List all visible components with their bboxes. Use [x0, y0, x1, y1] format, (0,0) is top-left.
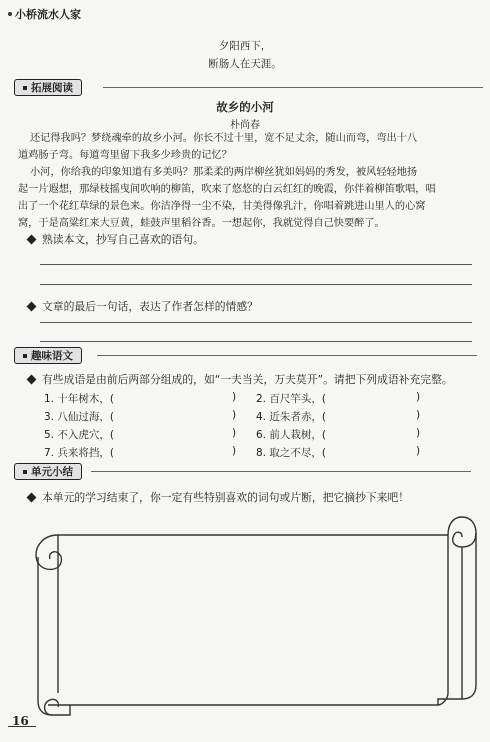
idiom-right: 8. 取之不尽，( — [256, 447, 326, 459]
article-title: 故乡的小河 — [216, 100, 274, 114]
page-number-rule — [8, 726, 36, 727]
question-4 — [28, 490, 409, 505]
article-line: 还记得我吗？梦绕魂牵的故乡小河。你长不过十里，宽不足丈余，随山而弯，弯出十八 — [30, 133, 418, 144]
section-fun-label: 趣味语文 — [31, 350, 73, 362]
question-1-text: 熟读本文，抄写自己喜欢的语句。 — [42, 233, 204, 246]
article-line: 窝，于是高粱红来大豆黄，蛙鼓声里稻谷香。一想起你，我就觉得自己快要醉了。 — [18, 218, 385, 229]
article-line: 出了一个花红草绿的景色来。你洁净得一尘不染，甘美得像乳汁，你唱着跳进山里人的心窝 — [18, 201, 426, 212]
close-paren: ) — [232, 427, 237, 439]
page-number: 16 — [12, 714, 29, 728]
idiom-row — [44, 427, 444, 445]
idiom-row — [44, 409, 444, 427]
question-4-text: 本单元的学习结束了，你一定有些特别喜欢的词句或片断，把它摘抄下来吧！ — [42, 491, 410, 504]
diamond-bullet-icon — [27, 235, 37, 245]
idiom-left: 5. 不入虎穴，( — [44, 429, 114, 441]
question-3-text: 有些成语是由前后两部分组成的，如“一夫当关，万夫莫开”。请把下列成语补充完整。 — [42, 373, 453, 386]
question-2-text: 文章的最后一句话，表达了作者怎样的情感？ — [42, 300, 258, 313]
article-author: 朴尚春 — [230, 120, 260, 131]
answer-line[interactable] — [40, 264, 472, 265]
close-paren: ) — [416, 445, 421, 457]
close-paren: ) — [416, 409, 421, 421]
close-paren: ) — [416, 391, 421, 403]
brand-title: 小桥流水人家 — [15, 8, 81, 21]
section-summary — [14, 463, 82, 480]
question-1 — [28, 232, 204, 247]
close-paren: ) — [416, 427, 421, 439]
idiom-row — [44, 391, 444, 409]
section-fun — [14, 347, 82, 364]
idiom-grid — [44, 391, 444, 463]
answer-line[interactable] — [40, 322, 472, 323]
idiom-right: 6. 前人栽树，( — [256, 429, 326, 441]
idiom-right: 4. 近朱者赤，( — [256, 411, 326, 423]
answer-line[interactable] — [40, 284, 472, 285]
idiom-left: 7. 兵来将挡，( — [44, 447, 114, 459]
article-body — [18, 130, 470, 232]
header — [8, 6, 81, 22]
close-paren: ) — [232, 445, 237, 457]
section-reading — [14, 79, 82, 96]
idiom-left: 1. 十年树木，( — [44, 393, 114, 405]
question-3 — [28, 372, 453, 387]
diamond-bullet-icon — [27, 375, 37, 385]
bullet-dot-icon — [8, 12, 12, 16]
poem-line-2: 断肠人在天涯。 — [208, 58, 282, 70]
article-line: 小河，你给我的印象知道有多美吗？那柔柔的两岸柳丝犹如妈妈的秀发，被风轻轻地扬 — [30, 167, 418, 178]
answer-line[interactable] — [40, 341, 472, 342]
idiom-right: 2. 百尺竿头，( — [256, 393, 326, 405]
close-paren: ) — [232, 409, 237, 421]
section-summary-label: 单元小结 — [31, 466, 73, 478]
close-paren: ) — [232, 391, 237, 403]
article-line: 道鸡肠子弯。每道弯里留下我多少珍贵的记忆？ — [18, 150, 232, 161]
scroll-writing-area[interactable] — [30, 505, 480, 720]
diamond-bullet-icon — [27, 493, 37, 503]
diamond-bullet-icon — [27, 302, 37, 312]
question-2 — [28, 299, 258, 314]
idiom-left: 3. 八仙过海，( — [44, 411, 114, 423]
article-line: 起一片遐想，那绿枝摇曳间吹响的柳笛，吹来了悠悠的白云红红的晚霞，你伴着柳笛歌唱，唱 — [18, 184, 436, 195]
idiom-row — [44, 445, 444, 463]
poem-line-1: 夕阳西下， — [218, 40, 272, 52]
section-reading-label: 拓展阅读 — [31, 82, 73, 94]
